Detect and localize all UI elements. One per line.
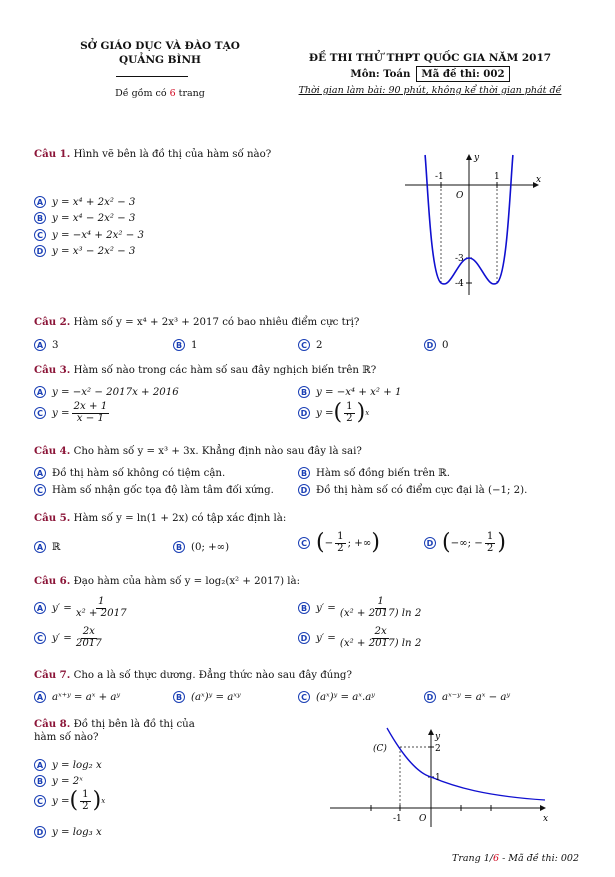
tick-label-1: 1 bbox=[494, 172, 500, 182]
department-name bbox=[60, 40, 260, 66]
q3-option-b[interactable] bbox=[298, 386, 401, 398]
q7-option-c[interactable] bbox=[298, 691, 375, 703]
option-text: ℝ bbox=[52, 541, 61, 553]
department-line2: QUẢNG BÌNH bbox=[119, 54, 201, 66]
option-text: Đồ thị hàm số không có tiệm cận. bbox=[52, 467, 226, 479]
option-badge: D bbox=[424, 339, 436, 351]
origin-label: O bbox=[419, 814, 427, 824]
fraction: $\frac{1}{\text{x² + 2017}}$ bbox=[75, 596, 127, 619]
exam-title: ĐỀ THI THỬ THPT QUỐC GIA NĂM 2017 bbox=[308, 52, 552, 64]
option-badge: B bbox=[298, 467, 310, 479]
q5-option-d[interactable]: D ( −∞; − $\frac{1}{2}$ ) bbox=[424, 532, 506, 554]
q6-option-a[interactable]: A y′ = $\frac{1}{\text{x² + 2017}}$ bbox=[34, 597, 131, 619]
y-axis-label: y bbox=[474, 153, 480, 163]
q2-option-a[interactable] bbox=[34, 339, 58, 351]
exam-subject-row bbox=[270, 66, 590, 82]
question-7 bbox=[34, 669, 352, 681]
question-label: Câu 3. bbox=[34, 364, 71, 376]
exam-subject: Môn: Toán bbox=[350, 68, 411, 80]
question-label: Câu 8. bbox=[34, 718, 71, 730]
origin-label: O bbox=[456, 191, 464, 201]
q5-option-c[interactable]: C ( − $\frac{1}{2}$ ; +∞ ) bbox=[298, 532, 380, 554]
option-badge: C bbox=[34, 632, 46, 644]
option-text: aˣ⁺ʸ = aˣ + aʸ bbox=[52, 691, 121, 703]
option-text: y = log₂ x bbox=[52, 759, 102, 771]
option-badge: D bbox=[298, 632, 310, 644]
curve-label: (C) bbox=[373, 744, 387, 754]
question-text-cont: hàm số nào? bbox=[34, 731, 99, 743]
question-2 bbox=[34, 316, 359, 328]
option-text: Đồ thị hàm số có điểm cực đại là (−1; 2). bbox=[316, 484, 528, 496]
q8-option-b[interactable] bbox=[34, 775, 83, 787]
q5-option-a[interactable] bbox=[34, 541, 60, 553]
option-badge: D bbox=[424, 691, 436, 703]
q6-option-c[interactable]: C y′ = $\frac{2x}{2017}$ bbox=[34, 627, 106, 649]
option-badge: B bbox=[298, 602, 310, 614]
option-text: Hàm số nhận gốc tọa độ làm tâm đối xứng. bbox=[52, 484, 274, 496]
q8-option-a[interactable] bbox=[34, 759, 102, 771]
q8-option-c[interactable]: C y = ( $\frac{1}{2}$ ) x bbox=[34, 790, 105, 812]
tick-label-1: 1 bbox=[435, 773, 441, 783]
question-text: Hàm số y = ln(1 + 2x) có tập xác định là: bbox=[73, 513, 287, 524]
option-text: (aˣ)ʸ = aˣ.aʸ bbox=[316, 691, 375, 703]
q8-function-graph bbox=[325, 725, 550, 830]
q7-option-a[interactable] bbox=[34, 691, 120, 703]
option-badge: C bbox=[298, 691, 310, 703]
q6-option-d[interactable]: D y′ = $\frac{2x}{\text{(x² + 2017) ln 2}}$ bbox=[298, 627, 425, 649]
page-count-number: 6 bbox=[169, 88, 176, 99]
option-badge: C bbox=[34, 229, 46, 241]
tick-label-minus1: -1 bbox=[393, 814, 402, 824]
q7-option-b[interactable] bbox=[173, 691, 241, 703]
fraction: $\frac{1}{2}$ bbox=[337, 531, 344, 554]
q1-option-c[interactable] bbox=[34, 229, 144, 241]
option-badge: B bbox=[173, 691, 185, 703]
exam-time: Thời gian làm bài: 90 phút, không kể thời gian phát đề bbox=[298, 85, 562, 96]
x-axis-label: x bbox=[543, 814, 549, 824]
option-badge: C bbox=[298, 537, 310, 549]
q5-option-b[interactable] bbox=[173, 541, 229, 553]
option-badge: A bbox=[34, 386, 46, 398]
fraction: $\frac{1}{2}$ bbox=[346, 401, 353, 424]
option-text: (aˣ)ʸ = aˣʸ bbox=[191, 691, 241, 703]
option-badge: A bbox=[34, 602, 46, 614]
option-text: y = log₃ x bbox=[52, 826, 102, 838]
option-text: (0; +∞) bbox=[191, 541, 230, 553]
question-label: Câu 5. bbox=[34, 512, 71, 524]
q2-option-d[interactable] bbox=[424, 339, 448, 351]
question-label: Câu 2. bbox=[34, 316, 71, 328]
y-axis-label: y bbox=[435, 732, 441, 742]
department-line1: SỞ GIÁO DỤC VÀ ĐÀO TẠO bbox=[80, 40, 240, 52]
tick-label-minus4: -4 bbox=[455, 279, 464, 289]
question-6 bbox=[34, 575, 300, 587]
option-badge: B bbox=[34, 212, 46, 224]
q4-option-c[interactable] bbox=[34, 484, 274, 496]
question-text: Đạo hàm của hàm số y = log₂(x² + 2017) là: bbox=[73, 576, 301, 587]
question-4 bbox=[34, 445, 362, 457]
question-label: Câu 4. bbox=[34, 445, 71, 457]
option-badge: D bbox=[298, 407, 310, 419]
option-badge: D bbox=[34, 826, 46, 838]
option-text: 2 bbox=[316, 339, 323, 351]
option-badge: D bbox=[34, 245, 46, 257]
option-badge: B bbox=[173, 339, 185, 351]
option-text: Hàm số đồng biến trên ℝ. bbox=[316, 467, 450, 479]
question-8 bbox=[34, 718, 195, 745]
question-text: Cho a là số thực dương. Đẳng thức nào sau đây đúng? bbox=[73, 670, 352, 681]
question-text: Đồ thị bên là đồ thị của bbox=[73, 719, 195, 730]
option-badge: C bbox=[34, 795, 46, 807]
fraction: $\frac{1}{2}$ bbox=[486, 531, 494, 554]
option-badge: D bbox=[424, 537, 436, 549]
fraction: $\frac{2x}{2017}$ bbox=[75, 626, 102, 649]
option-text: y = x⁴ + 2x² − 3 bbox=[52, 196, 136, 208]
function-curve bbox=[387, 728, 545, 800]
option-badge: A bbox=[34, 691, 46, 703]
option-badge: C bbox=[34, 484, 46, 496]
option-badge: A bbox=[34, 541, 46, 553]
q2-option-c[interactable] bbox=[298, 339, 322, 351]
q1-function-graph bbox=[400, 150, 545, 300]
option-text: y = −x⁴ + 2x² − 3 bbox=[52, 229, 144, 241]
page-footer: Trang 1/6 - Mã đề thi: 002 bbox=[452, 853, 579, 864]
exam-code: Mã đề thi: 002 bbox=[416, 66, 509, 82]
q1-option-b[interactable] bbox=[34, 212, 135, 224]
q2-option-b[interactable] bbox=[173, 339, 197, 351]
q1-option-d[interactable] bbox=[34, 245, 135, 257]
q3-option-a[interactable] bbox=[34, 386, 179, 398]
question-text: Hàm số y = x⁴ + 2x³ + 2017 có bao nhiêu điểm cực trị? bbox=[73, 317, 360, 328]
header-divider bbox=[116, 76, 188, 77]
option-badge: B bbox=[173, 541, 185, 553]
q8-option-d[interactable] bbox=[34, 826, 102, 838]
question-text: Cho hàm số y = x³ + 3x. Khẳng định nào sau đây là sai? bbox=[73, 446, 362, 457]
page-count: Dề gồm có 6 trang bbox=[115, 88, 205, 99]
fraction: $\frac{2x}{\text{(x² + 2017) ln 2}}$ bbox=[339, 626, 422, 649]
option-badge: C bbox=[34, 407, 46, 419]
question-label: Câu 1. bbox=[34, 148, 71, 160]
q7-option-d[interactable] bbox=[424, 691, 510, 703]
q4-option-b[interactable] bbox=[298, 467, 450, 479]
question-label: Câu 6. bbox=[34, 575, 71, 587]
fraction: $\frac{1}{2}$ bbox=[82, 789, 89, 812]
fraction: $\frac{1}{\text{(x² + 2017) ln 2}}$ bbox=[339, 596, 422, 619]
question-3 bbox=[34, 364, 376, 376]
tick-label-minus1: -1 bbox=[435, 172, 444, 182]
option-badge: A bbox=[34, 467, 46, 479]
tick-label-minus3: -3 bbox=[455, 254, 464, 264]
question-text: Hình vẽ bên là đồ thị của hàm số nào? bbox=[73, 149, 272, 160]
q3-option-d[interactable]: D y = ( $\frac{1}{2}$ ) x bbox=[298, 402, 369, 424]
x-axis-label: x bbox=[536, 175, 542, 185]
option-badge: A bbox=[34, 339, 46, 351]
option-text: y = −x⁴ + x² + 1 bbox=[316, 386, 402, 398]
fraction: $\frac{2x + 1}{x - 1}$ bbox=[73, 401, 108, 424]
option-text: 1 bbox=[191, 339, 198, 351]
option-badge: B bbox=[298, 386, 310, 398]
option-text: 3 bbox=[52, 339, 59, 351]
tick-label-2: 2 bbox=[435, 744, 441, 754]
option-text: y = x³ − 2x² − 3 bbox=[52, 245, 136, 257]
q3-option-c[interactable]: C y = $\frac{2x + 1}{x - 1}$ bbox=[34, 402, 111, 424]
option-badge: A bbox=[34, 196, 46, 208]
question-label: Câu 7. bbox=[34, 669, 71, 681]
option-text: 0 bbox=[442, 339, 449, 351]
option-badge: B bbox=[34, 775, 46, 787]
option-text: y = x⁴ − 2x² − 3 bbox=[52, 212, 136, 224]
footer-page-total: 6 bbox=[493, 853, 500, 864]
q4-option-d[interactable] bbox=[298, 484, 527, 496]
q4-option-a[interactable] bbox=[34, 467, 225, 479]
option-badge: A bbox=[34, 759, 46, 771]
option-text: y = −x² − 2017x + 2016 bbox=[52, 386, 179, 398]
question-5 bbox=[34, 512, 286, 524]
option-badge: D bbox=[298, 484, 310, 496]
q6-option-b[interactable]: B y′ = $\frac{1}{\text{(x² + 2017) ln 2}}$ bbox=[298, 597, 425, 619]
question-1 bbox=[34, 148, 271, 160]
q1-option-a[interactable] bbox=[34, 196, 135, 208]
option-text: aˣ⁻ʸ = aˣ − aʸ bbox=[442, 691, 511, 703]
option-text: y = 2ˣ bbox=[52, 775, 83, 787]
question-text: Hàm số nào trong các hàm số sau đây nghịch biến trên ℝ? bbox=[73, 365, 377, 376]
option-badge: C bbox=[298, 339, 310, 351]
